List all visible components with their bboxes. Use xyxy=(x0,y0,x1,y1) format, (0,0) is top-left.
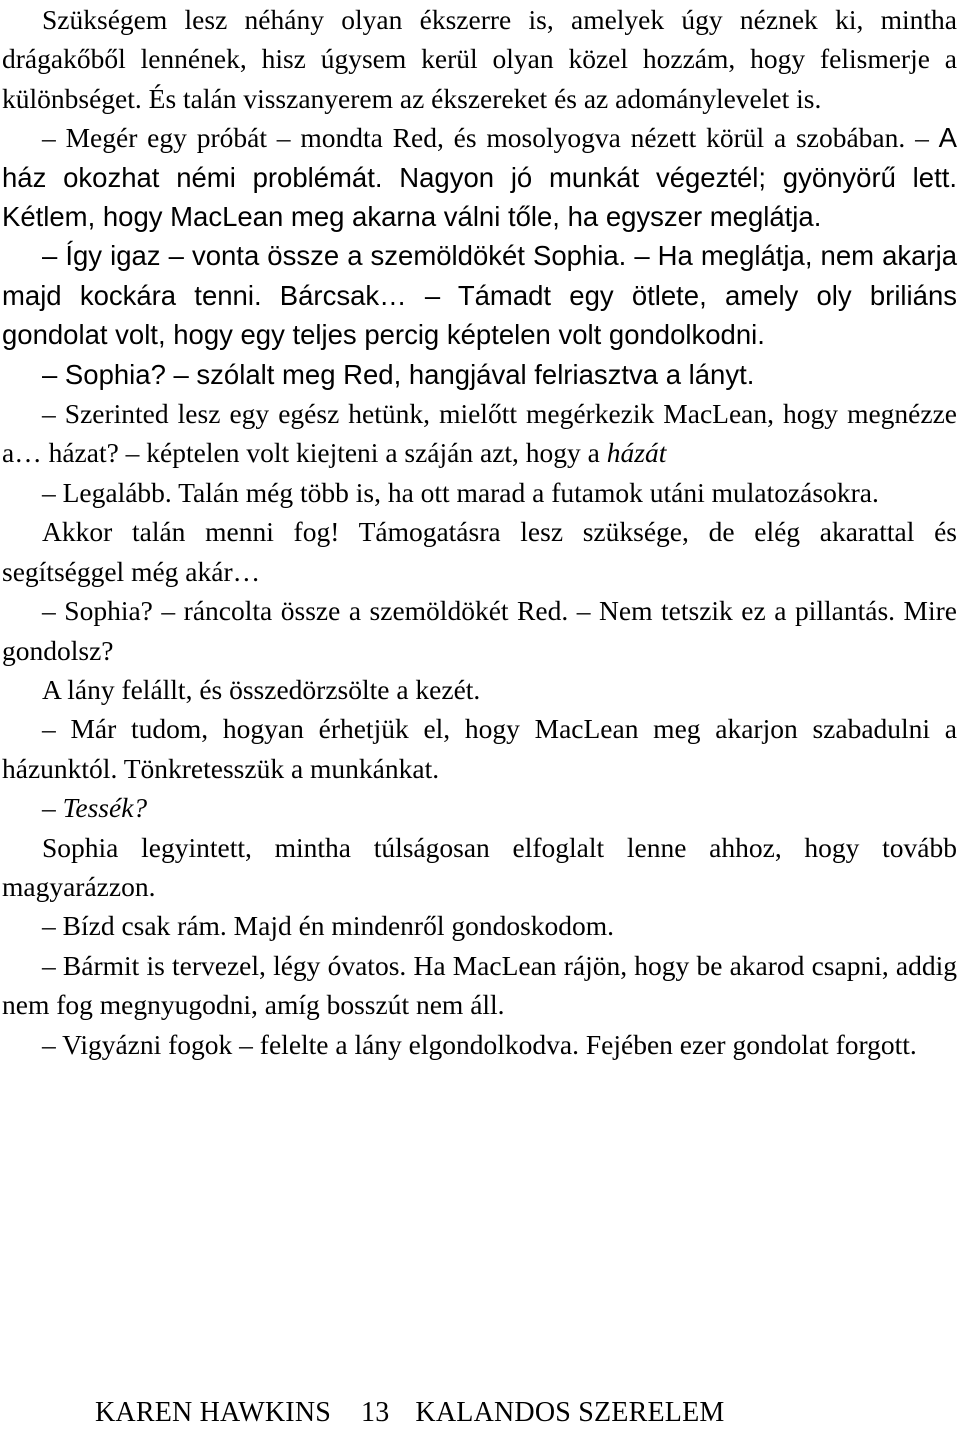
text-run: – Szerinted lesz egy egész hetünk, mielőtt megérkezik MacLean, hogy megnézze a… házat? – képtelen volt kiejteni a száján azt, hogy a xyxy=(2,398,957,469)
italic-word: Tessék? xyxy=(62,792,148,824)
italic-word: házát xyxy=(606,437,667,469)
paragraph xyxy=(2,788,957,827)
text-run: – Megér egy próbát – mondta Red, és mosolyogva nézett körül a szobában. – xyxy=(42,122,939,154)
paragraph: – Sophia? – ráncolta össze a szemöldökét Red. – Nem tetszik ez a pillantás. Mire gondolsz? xyxy=(2,595,957,666)
paragraph xyxy=(2,236,957,354)
page-footer xyxy=(95,1396,724,1430)
paragraph: A lány felállt, és összedörzsölte a kezét. xyxy=(42,673,481,705)
page-number: 13 xyxy=(361,1397,390,1428)
body-text xyxy=(2,0,957,1064)
paragraph: – Már tudom, hogyan érhetjük el, hogy MacLean meg akarjon szabadulni a házunktól. Tönkretesszük a munkánkat. xyxy=(2,713,957,784)
paragraph: – Bízd csak rám. Majd én mindenről gondoskodom. xyxy=(42,910,615,942)
paragraph: Szükségem lesz néhány olyan ékszerre is, amelyek úgy néznek ki, mintha drágakőből lennének, hisz úgysem kerül olyan közel hozzám, hogy felismerje a különbséget. És talán visszanyerem az ékszereket és az adománylevelet is. xyxy=(2,4,957,114)
paragraph: – Bármit is tervezel, légy óvatos. Ha MacLean rájön, hogy be akarod csapni, addig nem fog megnyugodni, amíg bosszút nem áll. xyxy=(2,949,957,1021)
text-run: – Így igaz – vonta össze a szemöldökét Sophia. – Ha meglátja, nem akarja majd kockára tenni. Bárcsak… – xyxy=(2,240,957,311)
text-run: Támadt egy ötlete, amely oly briliáns gondolat volt, hogy egy teljes percig képtelen volt gondolkodni. xyxy=(2,279,957,351)
text-run: A ház okozhat némi problémát. Nagyon jó munkát végeztél; gyönyörű lett. Kétlem, hogy MacLean meg akarna válni tőle, ha egyszer meglátja. xyxy=(2,122,957,233)
paragraph: Sophia legyintett, mintha túlságosan elfoglalt lenne ahhoz, hogy tovább magyarázzon. xyxy=(2,831,957,902)
paragraph: – Legalább. Talán még több is, ha ott marad a futamok utáni mulatozásokra. xyxy=(42,476,879,508)
paragraph: – Vigyázni fogok – felelte a lány elgondolkodva. Fejében ezer gondolat forgott. xyxy=(42,1028,917,1060)
paragraph xyxy=(2,118,957,236)
paragraph xyxy=(2,394,957,473)
paragraph: Akkor talán menni fog! Támogatásra lesz szüksége, de elég akarattal és segítséggel még akár… xyxy=(2,516,957,587)
paragraph: – Sophia? – szólalt meg Red, hangjával felriasztva a lányt. xyxy=(42,358,755,390)
footer-author: KAREN HAWKINS xyxy=(95,1397,332,1428)
text-run: – xyxy=(42,792,63,824)
footer-book-title: KALANDOS SZERELEM xyxy=(415,1397,725,1428)
